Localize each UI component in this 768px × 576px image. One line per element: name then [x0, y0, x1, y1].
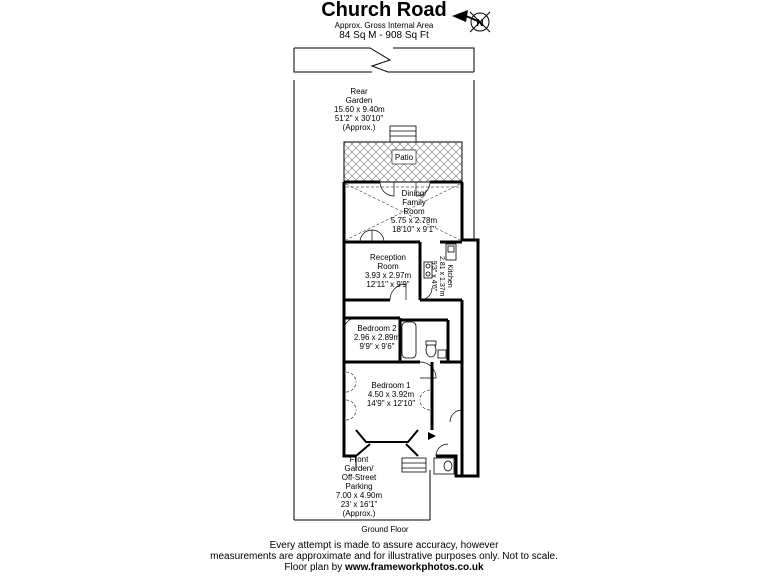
reception-room-label: Reception Room 3.93 x 2.97m 12'11" x 9'9" [364, 253, 412, 289]
entrance-arrow-icon [428, 432, 436, 440]
disclaimer [0, 540, 768, 573]
bedroom-2-label: Bedroom 2 2.96 x 2.89m 9'9" x 9'6" [353, 324, 401, 351]
kitchen-metric: 2.81 x 1.37m [438, 256, 445, 297]
credit-prefix: Floor plan by [284, 562, 343, 573]
wc-fixtures [434, 458, 454, 474]
front-garden-label: Front Garden/ Off-Street Parking 7.00 x 4.90m 23' x 16'1" (Approx.) [335, 455, 383, 518]
gross-area: 84 Sq M - 908 Sq Ft [339, 30, 429, 41]
bathroom-fixtures [402, 322, 446, 358]
floor-label: Ground Floor [361, 525, 409, 534]
disclaimer-line-1: Every attempt is made to assure accuracy, however [269, 540, 499, 551]
patio-label: Patio [394, 153, 414, 162]
kitchen-name: Kitchen [446, 264, 453, 288]
disclaimer-line-2: measurements are approximate and for illustrative purposes only. Not to scale. [210, 551, 558, 562]
garden-break-band [294, 48, 474, 72]
kitchen-imperial: 9'3" x 4'6" [430, 260, 437, 292]
disclaimer-line-3 [0, 562, 768, 573]
rear-garden-label: Rear Garden 15.60 x 9.40m 51'2" x 30'10" (Approx.) [334, 87, 385, 132]
bay-window [356, 430, 418, 456]
plan-title: Church Road [321, 0, 447, 21]
compass-icon [452, 10, 490, 32]
bedroom-1-label: Bedroom 1 4.50 x 3.92m 14'9" x 12'10" [366, 381, 416, 408]
rear-steps [390, 126, 416, 142]
plan-subtitle: Approx. Gross Internal Area [334, 21, 434, 30]
dining-room-label: Dining/ Family Room 5.75 x 2.78m 18'10" x 9'1" [390, 189, 438, 234]
credit-link[interactable]: www.frameworkphotos.co.uk [345, 562, 484, 573]
compass-north-label: N [476, 18, 484, 29]
entrance-steps [402, 458, 426, 472]
